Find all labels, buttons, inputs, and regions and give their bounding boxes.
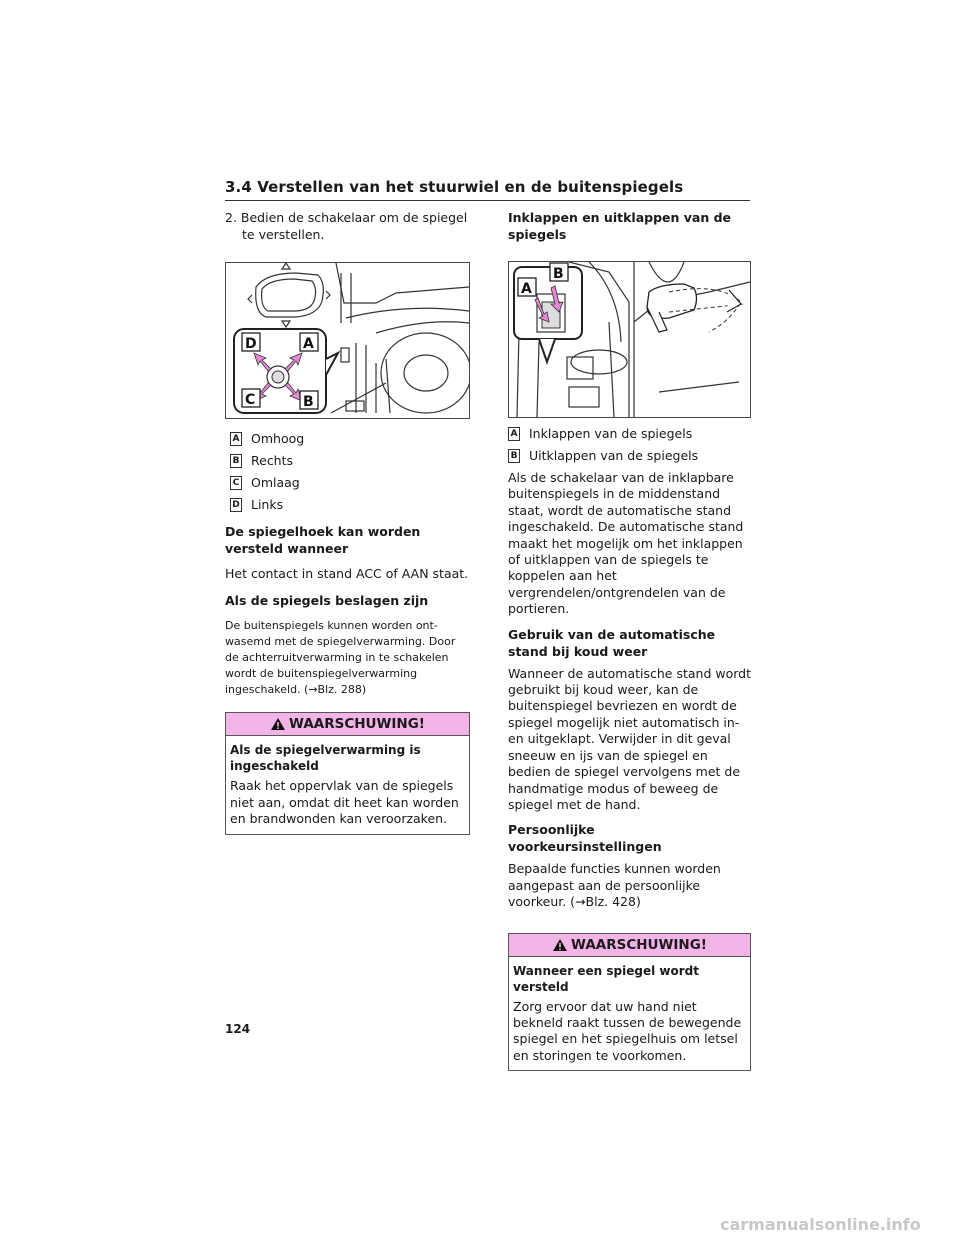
section-divider	[225, 200, 750, 201]
mirror-adjust-figure	[225, 262, 470, 419]
warning-header	[226, 713, 469, 736]
fig1-label-a: A	[303, 336, 314, 352]
legend-item	[508, 448, 751, 464]
mirror-switch-illustration	[226, 263, 469, 418]
paragraph-cold-weather: Wanneer de automatische stand wordt gebruikt bij koud weer, kan de buitenspiegel bevriezen en wordt de spiegel mogelijk niet automatisch in- en uitgeklapt. Verwijder in dit geval sneeuw en ijs van de spiegel en bedien de spiegel vervolgens met de handmatige modus of beweeg de spiegel met de hand.	[508, 665, 751, 812]
warning-icon	[270, 717, 286, 731]
heading-cold-weather: Gebruik van de automatische stand bij koud weer	[508, 626, 716, 659]
legend-item	[225, 497, 470, 513]
warning-text: Zorg ervoor dat uw hand niet bekneld raakt tussen de bewegende spiegel en het spiegelhuis om letsel en storingen te voorkomen.	[513, 998, 742, 1063]
legend-text: Omhoog	[251, 431, 305, 446]
legend-key: B	[508, 449, 520, 463]
heading-personal-settings: Persoonlijke voorkeursinstellingen	[508, 822, 662, 855]
heading-adjust-when: De spiegelhoek kan worden versteld wanneer	[225, 524, 421, 556]
fig2-label-a: A	[521, 281, 532, 297]
step-2: 2. Bedien de schakelaar om de spiegel te verstellen.	[225, 210, 468, 242]
warning-label: WAARSCHUWING!	[571, 936, 707, 953]
warning-box-heating	[225, 712, 470, 834]
legend-item	[225, 431, 470, 447]
legend-text: Uitklappen van de spiegels	[529, 448, 699, 463]
watermark: carmanualsonline.info	[720, 1215, 921, 1234]
fig1-label-d: D	[245, 336, 257, 352]
legend-text: Inklappen van de spiegels	[529, 426, 693, 441]
warning-label: WAARSCHUWING!	[289, 716, 425, 733]
section-title: 3.4 Verstellen van het stuurwiel en de buitenspiegels	[225, 178, 684, 196]
mirror-fold-figure	[508, 261, 751, 418]
paragraph-personal-settings: Bepaalde functies kunnen worden aangepast aan de persoonlijke voorkeur. (→Blz. 428)	[508, 861, 721, 910]
left-column	[225, 209, 470, 835]
legend-key: B	[230, 454, 242, 468]
paragraph-ignition: Het contact in stand ACC of AAN staat.	[225, 566, 469, 581]
page-number: 124	[225, 1022, 251, 1036]
heading-fogged: Als de spiegels beslagen zijn	[225, 593, 429, 609]
warning-box-fold	[508, 933, 751, 1072]
legend-key: D	[230, 498, 242, 512]
paragraph-defog: De buitenspiegels kunnen worden ont-wasemd met de spiegelverwarming. Door de achterruitverwarming in te schakelen wordt de buitenspiegelverwarming ingeschakeld. (→Blz. 288)	[225, 619, 456, 697]
warning-icon	[552, 938, 568, 952]
legend-text: Omlaag	[251, 475, 300, 490]
fig1-label-c: C	[245, 392, 256, 408]
fig1-label-b: B	[303, 394, 314, 410]
legend-key: C	[230, 476, 242, 490]
legend-item	[508, 426, 751, 442]
legend-item	[225, 453, 470, 469]
warning-title: Als de spiegelverwarming is ingeschakeld	[230, 743, 421, 774]
warning-title: Wanneer een spiegel wordt versteld	[513, 963, 699, 994]
warning-header	[509, 934, 750, 957]
fig2-label-b: B	[553, 266, 564, 282]
legend-item	[225, 475, 470, 491]
warning-text: Raak het oppervlak van de spiegels niet aan, omdat dit heet kan worden en brandwonden kan veroorzaken.	[230, 778, 459, 827]
legend-text: Rechts	[251, 453, 294, 468]
mirror-fold-illustration	[509, 262, 750, 417]
paragraph-auto-mode: Als de schakelaar van de inklapbare buitenspiegels in de middenstand staat, wordt de automatische stand ingeschakeld. De automatische stand maakt het mogelijk om het inklappen of uitklappen van de spiegels te koppelen aan het vergrendelen/ontgrendelen van de portieren.	[508, 470, 744, 617]
legend-key: A	[508, 427, 520, 441]
right-column	[508, 209, 751, 1071]
heading-fold: Inklappen en uitklappen van de spiegels	[508, 210, 732, 242]
legend-text: Links	[251, 497, 284, 512]
legend-key: A	[230, 432, 242, 446]
